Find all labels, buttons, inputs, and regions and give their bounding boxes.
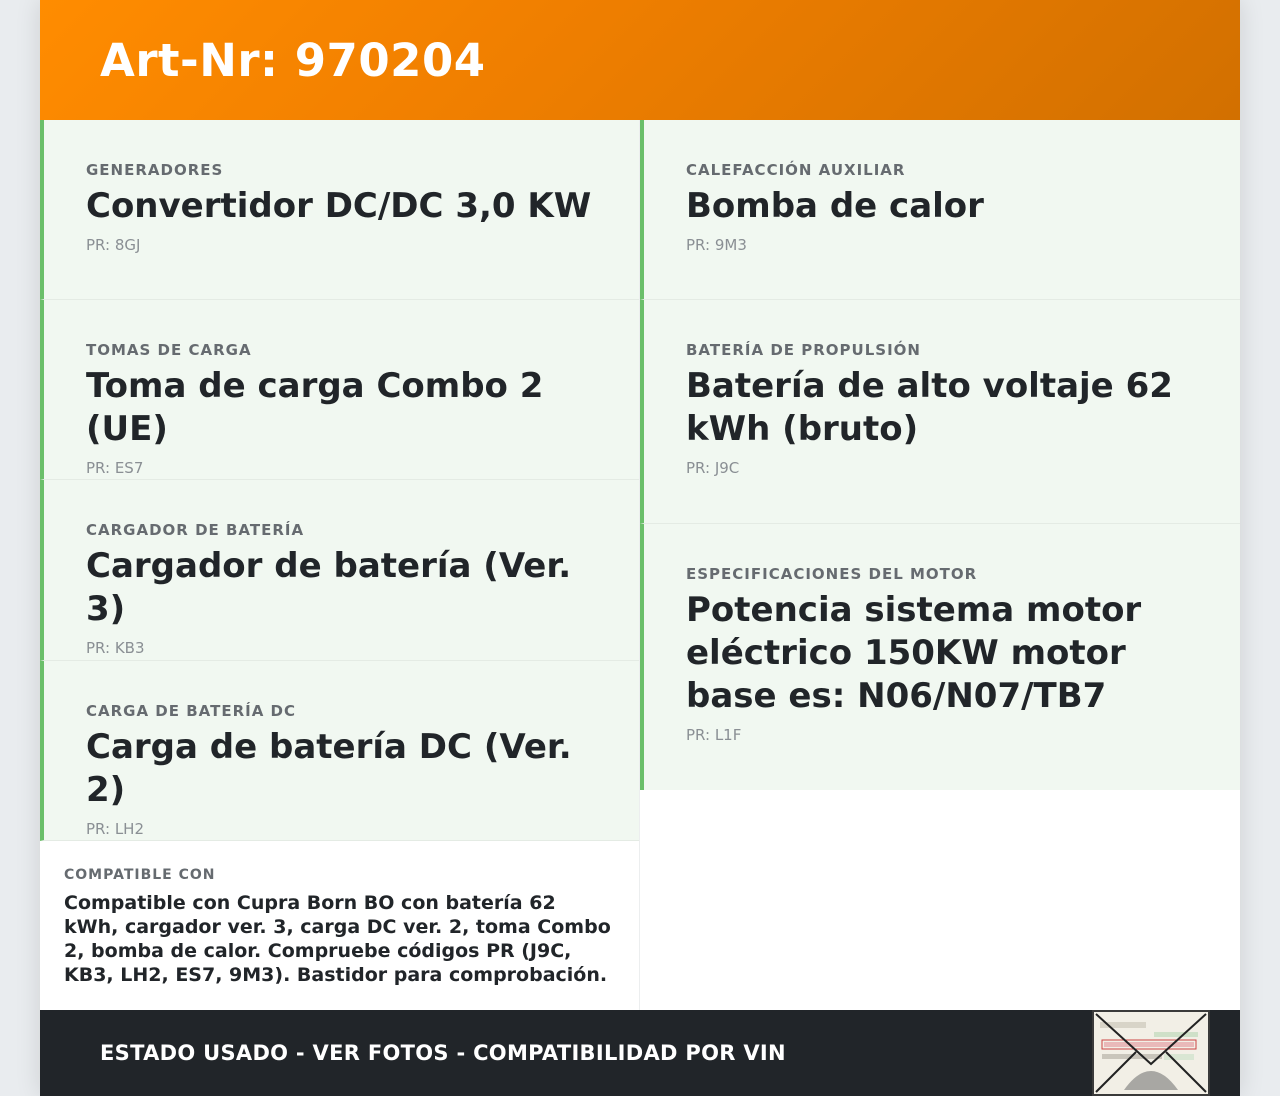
card-pr-code: PR: LH2 bbox=[86, 820, 145, 838]
compatibility-section bbox=[40, 841, 639, 1011]
card-pr-code: PR: J9C bbox=[686, 459, 740, 477]
card-category: CALEFACCIÓN AUXILIAR bbox=[686, 161, 906, 179]
spec-card-propulsion-battery bbox=[640, 300, 1240, 524]
left-column bbox=[40, 120, 640, 1011]
spec-card-motor-specs bbox=[640, 524, 1240, 790]
card-title: Batería de alto voltaje 62 kWh (bruto) bbox=[686, 366, 1173, 449]
card-pr-code: PR: KB3 bbox=[86, 639, 145, 657]
card-category: TOMAS DE CARGA bbox=[86, 341, 252, 359]
spec-sheet bbox=[40, 0, 1240, 1096]
card-title: Bomba de calor bbox=[686, 186, 984, 226]
right-column bbox=[640, 120, 1240, 1011]
card-title: Toma de carga Combo 2 (UE) bbox=[86, 366, 544, 449]
card-category: BATERÍA DE PROPULSIÓN bbox=[686, 341, 921, 359]
footer-bar bbox=[40, 1010, 1240, 1096]
footer-status-text: ESTADO USADO - VER FOTOS - COMPATIBILIDAD POR VIN bbox=[100, 1041, 786, 1065]
card-title: Cargador de batería (Ver. 3) bbox=[86, 546, 572, 629]
spec-card-battery-charger bbox=[40, 480, 639, 661]
vin-photo-thumbnail[interactable] bbox=[1092, 1010, 1210, 1096]
card-pr-code: PR: ES7 bbox=[86, 459, 144, 477]
card-pr-code: PR: 8GJ bbox=[86, 236, 141, 254]
spec-card-dc-charging bbox=[40, 661, 639, 841]
card-category: CARGA DE BATERÍA DC bbox=[86, 702, 297, 720]
spec-card-charging-sockets bbox=[40, 300, 639, 480]
spec-card-auxiliary-heating bbox=[640, 120, 1240, 300]
spec-columns bbox=[40, 120, 1240, 1011]
card-title: Convertidor DC/DC 3,0 KW bbox=[86, 186, 592, 226]
compatibility-text: Compatible con Cupra Born BO con batería 62 kWh, cargador ver. 3, carga DC ver. 2, toma Combo 2, bomba de calor. Compruebe códigos PR (J9C, KB3, LH2, ES7, 9M3). Bastidor para comprobación. bbox=[64, 892, 611, 986]
article-number-title: Art-Nr: 970204 bbox=[100, 33, 486, 87]
header-banner bbox=[40, 0, 1240, 120]
card-pr-code: PR: L1F bbox=[686, 726, 742, 744]
card-category: ESPECIFICACIONES DEL MOTOR bbox=[686, 565, 978, 583]
card-title: Carga de batería DC (Ver. 2) bbox=[86, 727, 572, 810]
spec-card-generators bbox=[40, 120, 639, 300]
card-pr-code: PR: 9M3 bbox=[686, 236, 747, 254]
card-title: Potencia sistema motor eléctrico 150KW motor base es: N06/N07/TB7 bbox=[686, 590, 1142, 716]
card-category: GENERADORES bbox=[86, 161, 224, 179]
envelope-icon bbox=[1094, 1012, 1208, 1094]
compatibility-label: COMPATIBLE CON bbox=[64, 867, 216, 883]
card-category: CARGADOR DE BATERÍA bbox=[86, 521, 305, 539]
